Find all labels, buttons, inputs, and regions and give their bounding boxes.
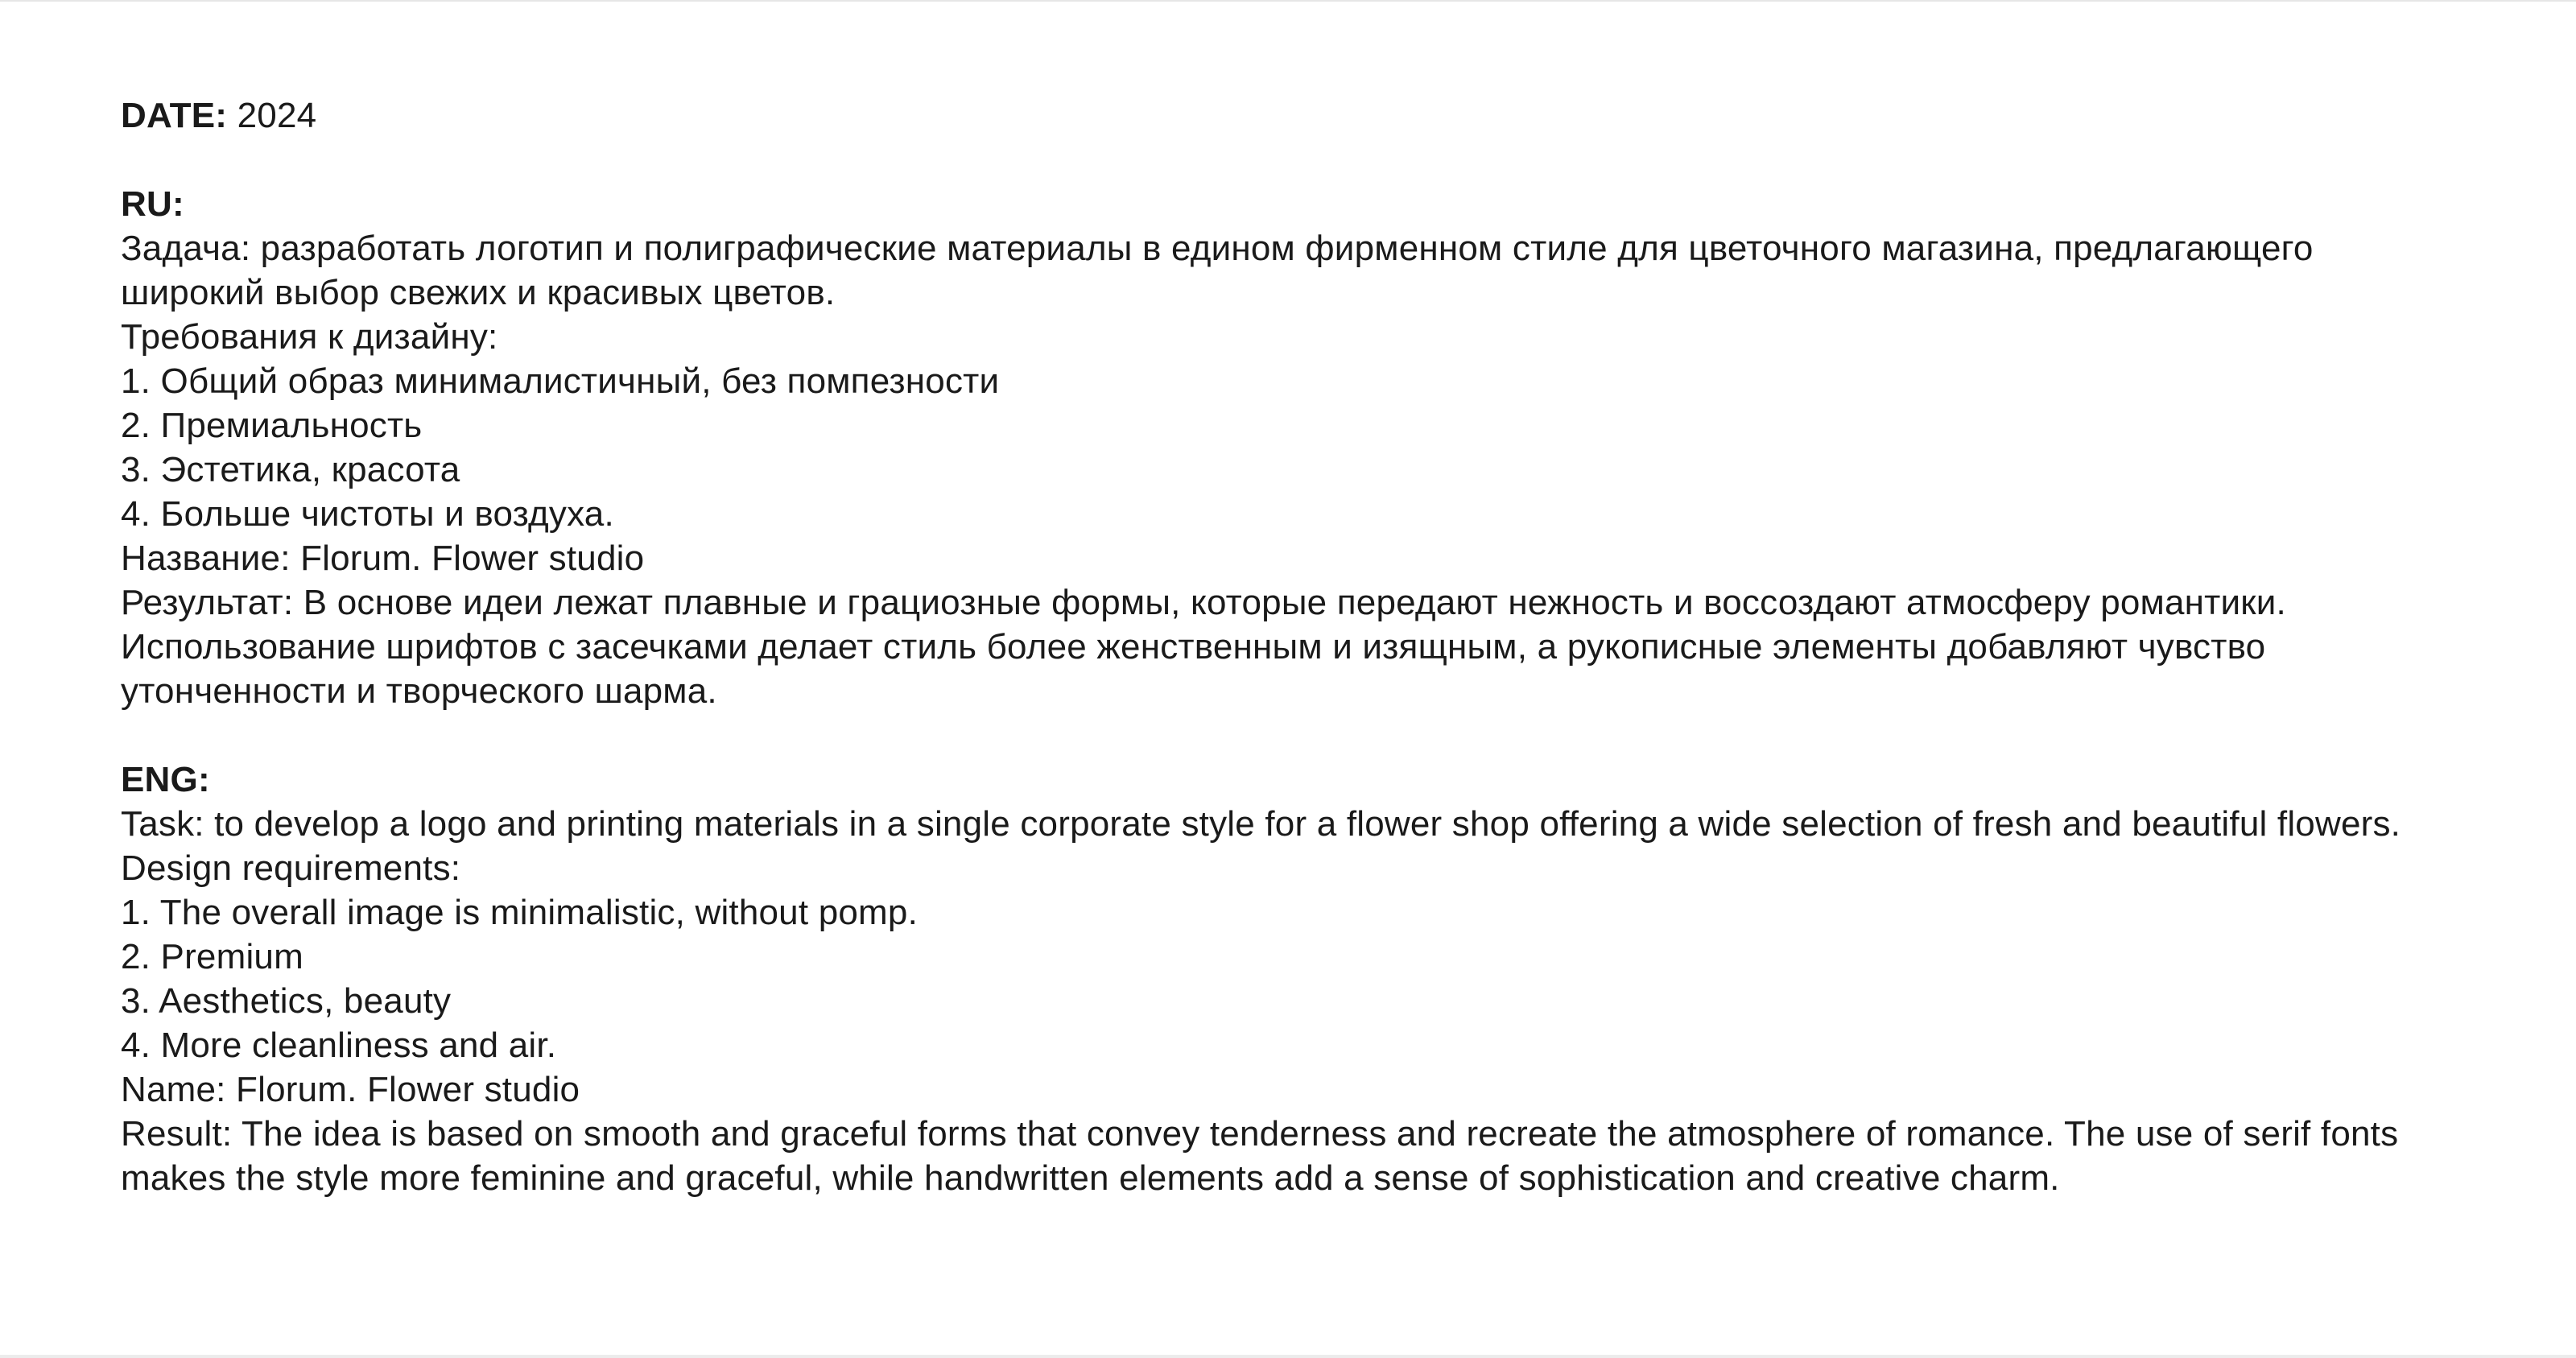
ru-task: Задача: разработать логотип и полиграфические материалы в едином фирменном стиле для цветочного магазина, предлагающего широкий выбор свежих и красивых цветов. <box>121 229 2314 312</box>
ru-requirement-item: 1. Общий образ минималистичный, без помпезности <box>121 361 1000 401</box>
eng-heading: ENG: <box>121 760 210 799</box>
ru-requirements-title: Требования к дизайну: <box>121 317 498 357</box>
top-divider <box>0 0 2576 2</box>
ru-name: Название: Florum. Flower studio <box>121 539 645 578</box>
eng-task: Task: to develop a logo and printing materials in a single corporate style for a flower shop offering a wide selection of fresh and beautiful flowers. <box>121 804 2401 844</box>
ru-requirement-item: 4. Больше чистоты и воздуха. <box>121 494 614 534</box>
project-description <box>121 93 2455 1200</box>
date-label: DATE: <box>121 96 228 135</box>
ru-requirement-item: 2. Премиальность <box>121 406 423 445</box>
spacer <box>121 138 2455 182</box>
ru-requirement-item: 3. Эстетика, красота <box>121 450 460 489</box>
date-value: 2024 <box>237 96 317 135</box>
eng-requirement-item: 2. Premium <box>121 937 303 976</box>
ru-section <box>121 182 2455 713</box>
eng-requirement-item: 4. More cleanliness and air. <box>121 1026 557 1065</box>
ru-result: Результат: В основе идеи лежат плавные и грациозные формы, которые передают нежность и воссоздают атмосферу романтики. Использование шрифтов с засечками делает стиль более женственным и изящным, а рукописные элементы добавляют чувство утонченности и творческого шарма. <box>121 583 2286 711</box>
eng-section <box>121 757 2455 1200</box>
ru-heading: RU: <box>121 184 184 224</box>
eng-name: Name: Florum. Flower studio <box>121 1070 580 1109</box>
eng-requirement-item: 3. Aesthetics, beauty <box>121 981 452 1021</box>
spacer <box>121 713 2455 757</box>
eng-result: Result: The idea is based on smooth and graceful forms that convey tenderness and recreate the atmosphere of romance. The use of serif fonts makes the style more feminine and graceful, while handwritten elements add a sense of sophistication and creative charm. <box>121 1114 2399 1198</box>
date-line <box>121 93 2455 138</box>
bottom-divider <box>0 1355 2576 1358</box>
eng-requirement-item: 1. The overall image is minimalistic, without pomp. <box>121 893 918 932</box>
eng-requirements-title: Design requirements: <box>121 848 461 888</box>
